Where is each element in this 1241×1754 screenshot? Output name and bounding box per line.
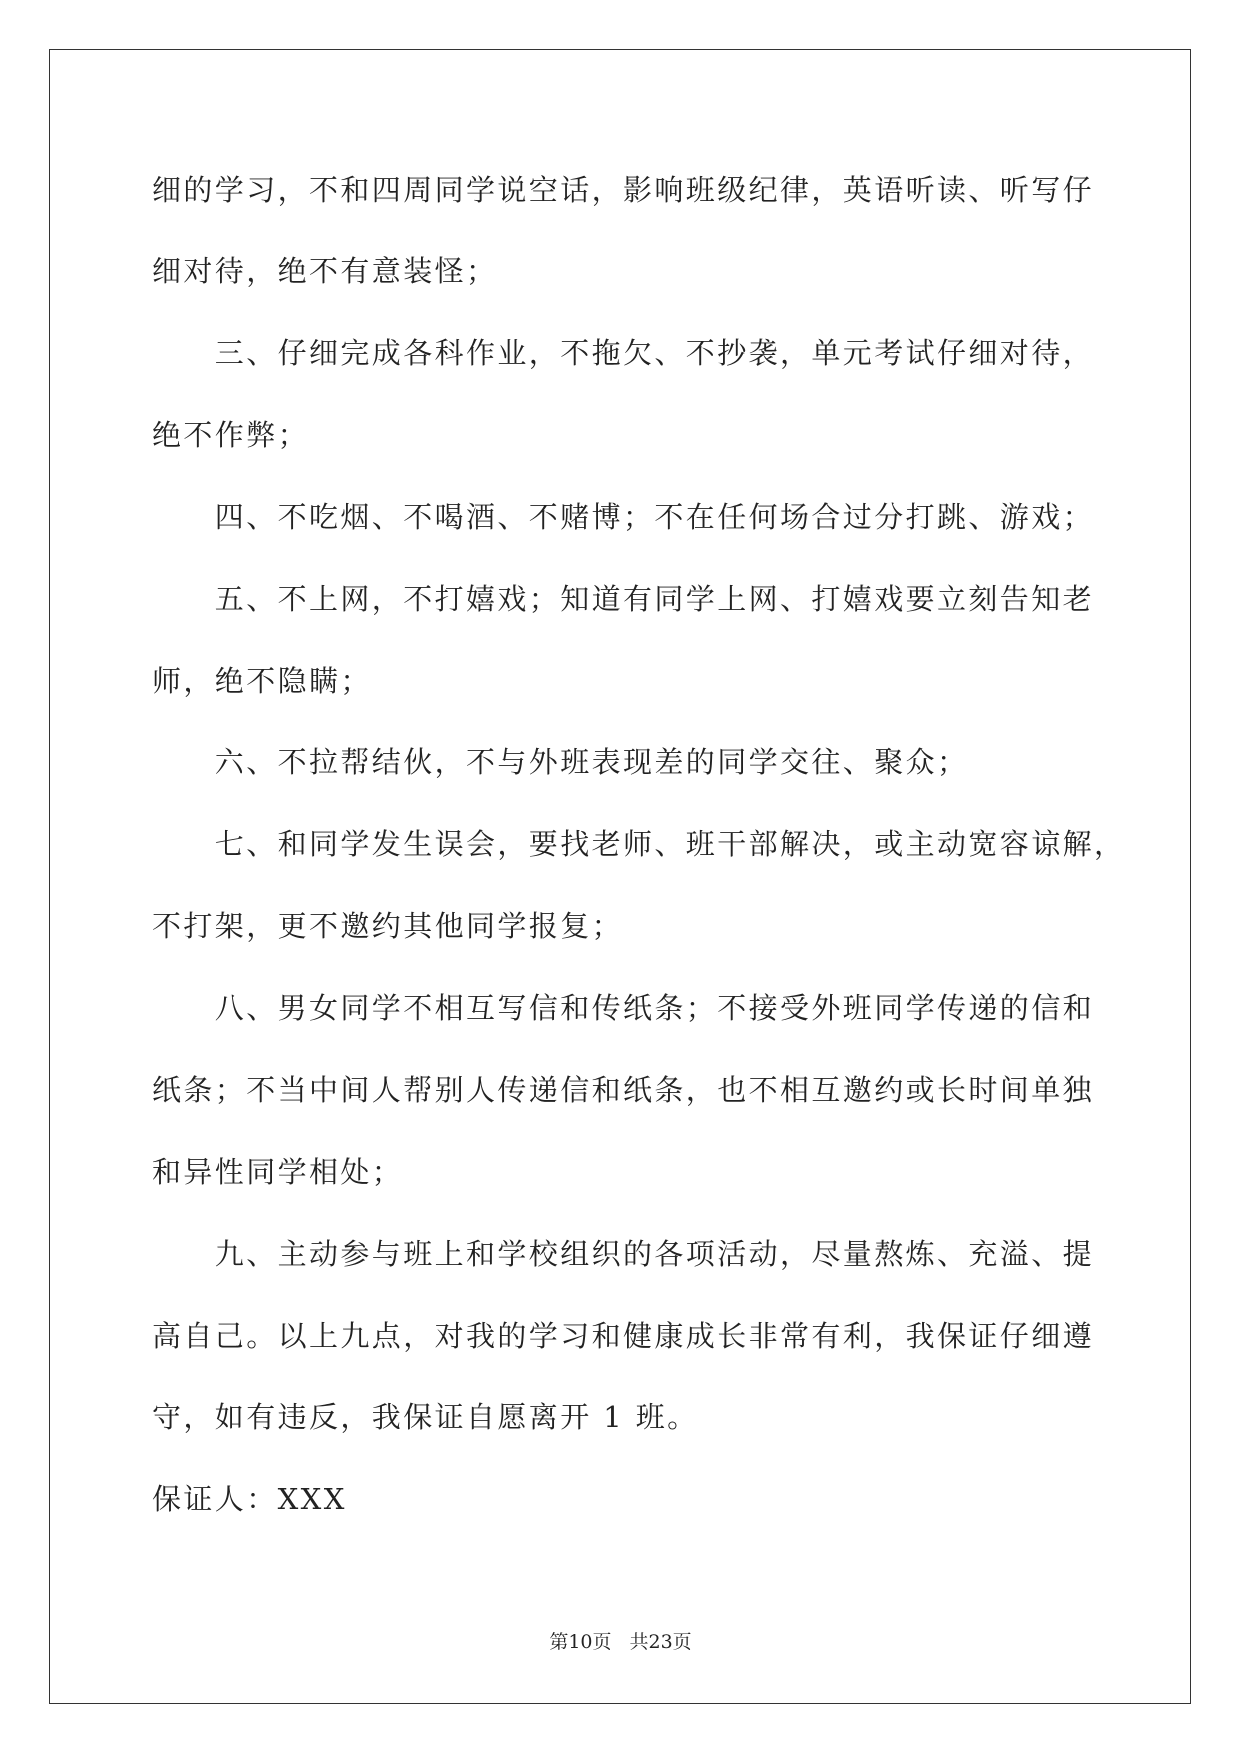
text-line: 绝不作弊；	[152, 418, 310, 452]
text-line: 五、不上网，不打嬉戏；知道有同学上网、打嬉戏要立刻告知老	[152, 582, 1095, 616]
text-line: 细的学习，不和四周同学说空话，影响班级纪律，英语听读、听写仔	[152, 173, 1095, 207]
text-line: 九、主动参与班上和学校组织的各项活动，尽量熬炼、充溢、提	[152, 1237, 1095, 1271]
page-number: 第10页	[549, 1631, 612, 1653]
text-line: 七、和同学发生误会，要找老师、班干部解决，或主动宽容谅解，	[152, 827, 1126, 861]
text-line: 高自己。以上九点，对我的学习和健康成长非常有利，我保证仔细遵	[152, 1319, 1095, 1353]
text-line: 师，绝不隐瞒；	[152, 664, 372, 698]
text-line: 和异性同学相处；	[152, 1155, 404, 1189]
page-total: 共23页	[629, 1631, 692, 1653]
signature-line: 保证人：XXX	[152, 1482, 347, 1516]
page-border	[49, 49, 1191, 1704]
text-line: 八、男女同学不相互写信和传纸条；不接受外班同学传递的信和	[152, 991, 1095, 1025]
page-footer	[0, 1630, 1241, 1654]
text-line: 细对待，绝不有意装怪；	[152, 254, 498, 288]
text-line: 不打架，更不邀约其他同学报复；	[152, 909, 624, 943]
text-line: 纸条；不当中间人帮别人传递信和纸条，也不相互邀约或长时间单独	[152, 1073, 1095, 1107]
text-line: 守，如有违反，我保证自愿离开 1 班。	[152, 1400, 699, 1434]
text-line: 四、不吃烟、不喝酒、不赌博；不在任何场合过分打跳、游戏；	[152, 500, 1095, 534]
text-line: 三、仔细完成各科作业，不拖欠、不抄袭，单元考试仔细对待，	[152, 336, 1095, 370]
text-line: 六、不拉帮结伙，不与外班表现差的同学交往、聚众；	[152, 745, 969, 779]
